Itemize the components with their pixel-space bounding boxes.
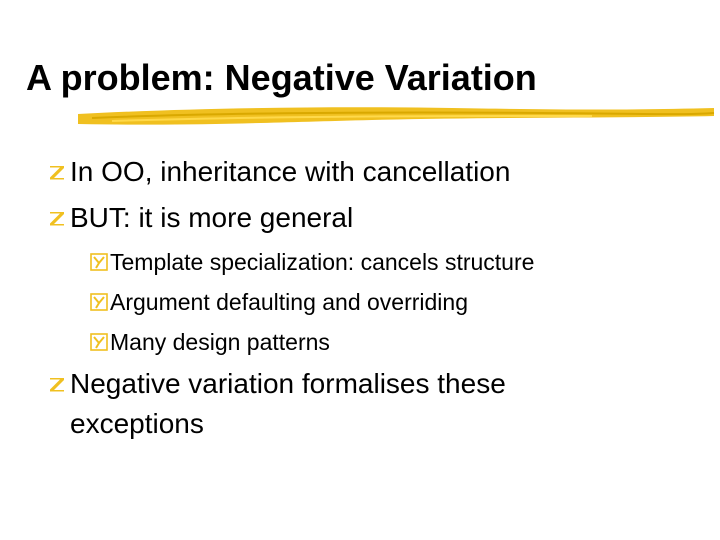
z-bullet-icon xyxy=(44,364,70,404)
sub-bullet-text: Template specialization: cancels structure xyxy=(110,249,535,275)
bullet-text: In OO, inheritance with cancellation xyxy=(70,156,511,187)
sub-bullet-item xyxy=(88,282,468,322)
sub-bullet-item xyxy=(88,242,534,282)
y-bullet-icon xyxy=(88,322,110,362)
bullet-item xyxy=(44,198,353,238)
sub-bullet-text: Many design patterns xyxy=(110,329,330,355)
y-bullet-icon xyxy=(88,282,110,322)
z-bullet-icon xyxy=(44,152,70,192)
bullet-text: BUT: it is more general xyxy=(70,202,354,233)
brush-underline xyxy=(72,100,720,130)
sub-bullet-item xyxy=(88,322,330,362)
slide-title: A problem: Negative Variation xyxy=(26,57,537,98)
bullet-text: Negative variation formalises these exceptions xyxy=(70,368,506,439)
bullet-item xyxy=(44,364,590,444)
z-bullet-icon xyxy=(44,198,70,238)
y-bullet-icon xyxy=(88,242,110,282)
sub-bullet-text: Argument defaulting and overriding xyxy=(110,289,469,315)
bullet-item xyxy=(44,152,510,192)
